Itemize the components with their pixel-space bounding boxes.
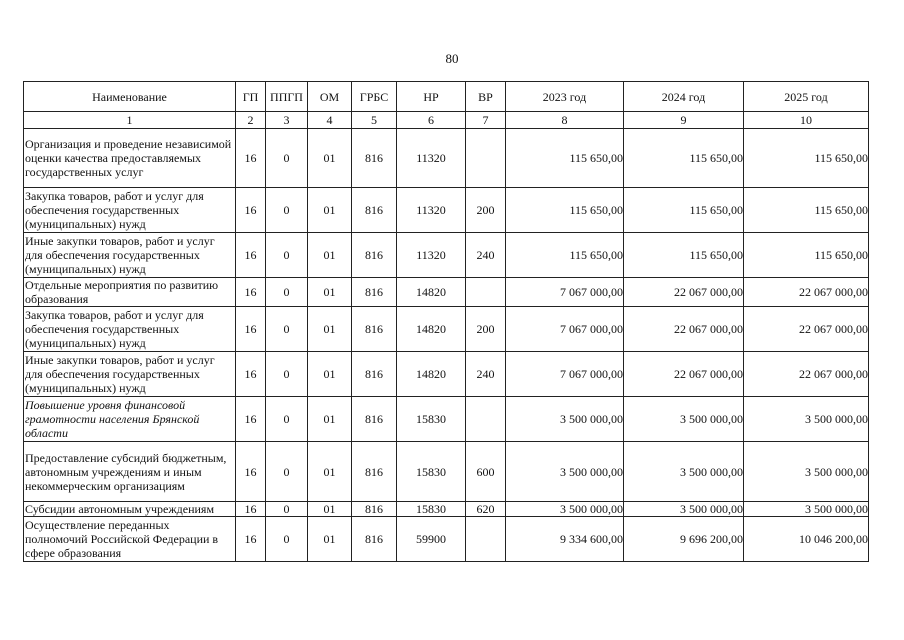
row-name: Иные закупки товаров, работ и услуг для обеспечения государственных (муниципальных) нужд [24, 352, 236, 397]
row-ppgp: 0 [266, 442, 308, 502]
column-number: 8 [506, 112, 624, 129]
row-amount-2023: 3 500 000,00 [506, 502, 624, 517]
row-ppgp: 0 [266, 278, 308, 307]
row-grbs: 816 [352, 233, 397, 278]
row-om: 01 [308, 233, 352, 278]
row-amount-2024: 3 500 000,00 [624, 502, 744, 517]
header-year-2024: 2024 год [624, 82, 744, 112]
row-ppgp: 0 [266, 307, 308, 352]
row-nr: 11320 [397, 129, 466, 188]
table-row [24, 307, 869, 352]
row-amount-2025: 22 067 000,00 [744, 278, 869, 307]
column-number: 3 [266, 112, 308, 129]
row-grbs: 816 [352, 278, 397, 307]
row-gp: 16 [236, 278, 266, 307]
row-ppgp: 0 [266, 517, 308, 562]
row-amount-2023: 115 650,00 [506, 188, 624, 233]
row-amount-2025: 115 650,00 [744, 129, 869, 188]
row-om: 01 [308, 397, 352, 442]
row-grbs: 816 [352, 502, 397, 517]
row-gp: 16 [236, 397, 266, 442]
row-gp: 16 [236, 352, 266, 397]
header-year-2023: 2023 год [506, 82, 624, 112]
row-grbs: 816 [352, 188, 397, 233]
table-row [24, 397, 869, 442]
header-row [24, 82, 869, 112]
row-amount-2024: 22 067 000,00 [624, 307, 744, 352]
row-name: Иные закупки товаров, работ и услуг для обеспечения государственных (муниципальных) нужд [24, 233, 236, 278]
row-om: 01 [308, 129, 352, 188]
table-row [24, 129, 869, 188]
row-om: 01 [308, 502, 352, 517]
row-name: Повышение уровня финансовой грамотности населения Брянской области [24, 397, 236, 442]
row-nr: 14820 [397, 307, 466, 352]
row-amount-2024: 115 650,00 [624, 129, 744, 188]
column-number: 9 [624, 112, 744, 129]
row-amount-2025: 10 046 200,00 [744, 517, 869, 562]
row-grbs: 816 [352, 307, 397, 352]
row-ppgp: 0 [266, 188, 308, 233]
row-gp: 16 [236, 517, 266, 562]
row-om: 01 [308, 517, 352, 562]
row-amount-2023: 7 067 000,00 [506, 307, 624, 352]
row-vr: 200 [466, 307, 506, 352]
row-om: 01 [308, 307, 352, 352]
table-row [24, 188, 869, 233]
row-amount-2025: 115 650,00 [744, 233, 869, 278]
table-row [24, 442, 869, 502]
budget-table [23, 81, 869, 562]
row-amount-2025: 22 067 000,00 [744, 352, 869, 397]
header-grbs: ГРБС [352, 82, 397, 112]
row-amount-2023: 3 500 000,00 [506, 442, 624, 502]
row-nr: 59900 [397, 517, 466, 562]
row-amount-2025: 115 650,00 [744, 188, 869, 233]
column-number: 6 [397, 112, 466, 129]
column-number: 5 [352, 112, 397, 129]
row-vr [466, 278, 506, 307]
header-om: ОМ [308, 82, 352, 112]
row-grbs: 816 [352, 397, 397, 442]
row-nr: 15830 [397, 502, 466, 517]
row-amount-2024: 115 650,00 [624, 188, 744, 233]
row-vr: 600 [466, 442, 506, 502]
header-gp: ГП [236, 82, 266, 112]
row-nr: 14820 [397, 352, 466, 397]
table-row [24, 502, 869, 517]
row-amount-2023: 7 067 000,00 [506, 352, 624, 397]
row-amount-2024: 9 696 200,00 [624, 517, 744, 562]
row-vr [466, 129, 506, 188]
row-amount-2023: 7 067 000,00 [506, 278, 624, 307]
row-gp: 16 [236, 502, 266, 517]
row-vr: 200 [466, 188, 506, 233]
row-amount-2023: 3 500 000,00 [506, 397, 624, 442]
row-gp: 16 [236, 307, 266, 352]
row-ppgp: 0 [266, 397, 308, 442]
row-vr: 240 [466, 233, 506, 278]
row-amount-2025: 3 500 000,00 [744, 502, 869, 517]
header-year-2025: 2025 год [744, 82, 869, 112]
row-amount-2023: 9 334 600,00 [506, 517, 624, 562]
row-vr [466, 397, 506, 442]
row-amount-2024: 22 067 000,00 [624, 278, 744, 307]
row-nr: 15830 [397, 442, 466, 502]
row-grbs: 816 [352, 442, 397, 502]
row-amount-2024: 3 500 000,00 [624, 397, 744, 442]
row-amount-2023: 115 650,00 [506, 233, 624, 278]
column-number-row [24, 112, 869, 129]
column-number: 10 [744, 112, 869, 129]
row-amount-2023: 115 650,00 [506, 129, 624, 188]
row-ppgp: 0 [266, 129, 308, 188]
column-number: 1 [24, 112, 236, 129]
header-vr: ВР [466, 82, 506, 112]
row-name: Закупка товаров, работ и услуг для обеспечения государственных (муниципальных) нужд [24, 188, 236, 233]
table-row [24, 517, 869, 562]
row-amount-2024: 22 067 000,00 [624, 352, 744, 397]
row-name: Субсидии автономным учреждениям [24, 502, 236, 517]
row-ppgp: 0 [266, 502, 308, 517]
row-vr: 240 [466, 352, 506, 397]
row-vr [466, 517, 506, 562]
row-name: Осуществление переданных полномочий Российской Федерации в сфере образования [24, 517, 236, 562]
row-amount-2024: 115 650,00 [624, 233, 744, 278]
table-row [24, 352, 869, 397]
header-ppgp: ППГП [266, 82, 308, 112]
row-amount-2025: 3 500 000,00 [744, 442, 869, 502]
header-name: Наименование [24, 82, 236, 112]
row-gp: 16 [236, 442, 266, 502]
table-row [24, 233, 869, 278]
row-name: Закупка товаров, работ и услуг для обеспечения государственных (муниципальных) нужд [24, 307, 236, 352]
row-nr: 15830 [397, 397, 466, 442]
page-number: 80 [445, 51, 459, 66]
row-amount-2025: 3 500 000,00 [744, 397, 869, 442]
row-vr: 620 [466, 502, 506, 517]
row-om: 01 [308, 442, 352, 502]
table-row [24, 278, 869, 307]
header-nr: НР [397, 82, 466, 112]
row-grbs: 816 [352, 352, 397, 397]
row-grbs: 816 [352, 517, 397, 562]
row-gp: 16 [236, 233, 266, 278]
column-number: 2 [236, 112, 266, 129]
column-number: 7 [466, 112, 506, 129]
row-gp: 16 [236, 188, 266, 233]
row-om: 01 [308, 278, 352, 307]
row-om: 01 [308, 188, 352, 233]
row-nr: 11320 [397, 233, 466, 278]
row-nr: 11320 [397, 188, 466, 233]
row-grbs: 816 [352, 129, 397, 188]
row-amount-2024: 3 500 000,00 [624, 442, 744, 502]
row-nr: 14820 [397, 278, 466, 307]
row-name: Организация и проведение независимой оценки качества предоставляемых государственных услуг [24, 129, 236, 188]
column-number: 4 [308, 112, 352, 129]
row-name: Отдельные мероприятия по развитию образования [24, 278, 236, 307]
row-amount-2025: 22 067 000,00 [744, 307, 869, 352]
row-gp: 16 [236, 129, 266, 188]
row-om: 01 [308, 352, 352, 397]
row-name: Предоставление субсидий бюджетным, автономным учреждениям и иным некоммерческим организациям [24, 442, 236, 502]
row-ppgp: 0 [266, 352, 308, 397]
row-ppgp: 0 [266, 233, 308, 278]
